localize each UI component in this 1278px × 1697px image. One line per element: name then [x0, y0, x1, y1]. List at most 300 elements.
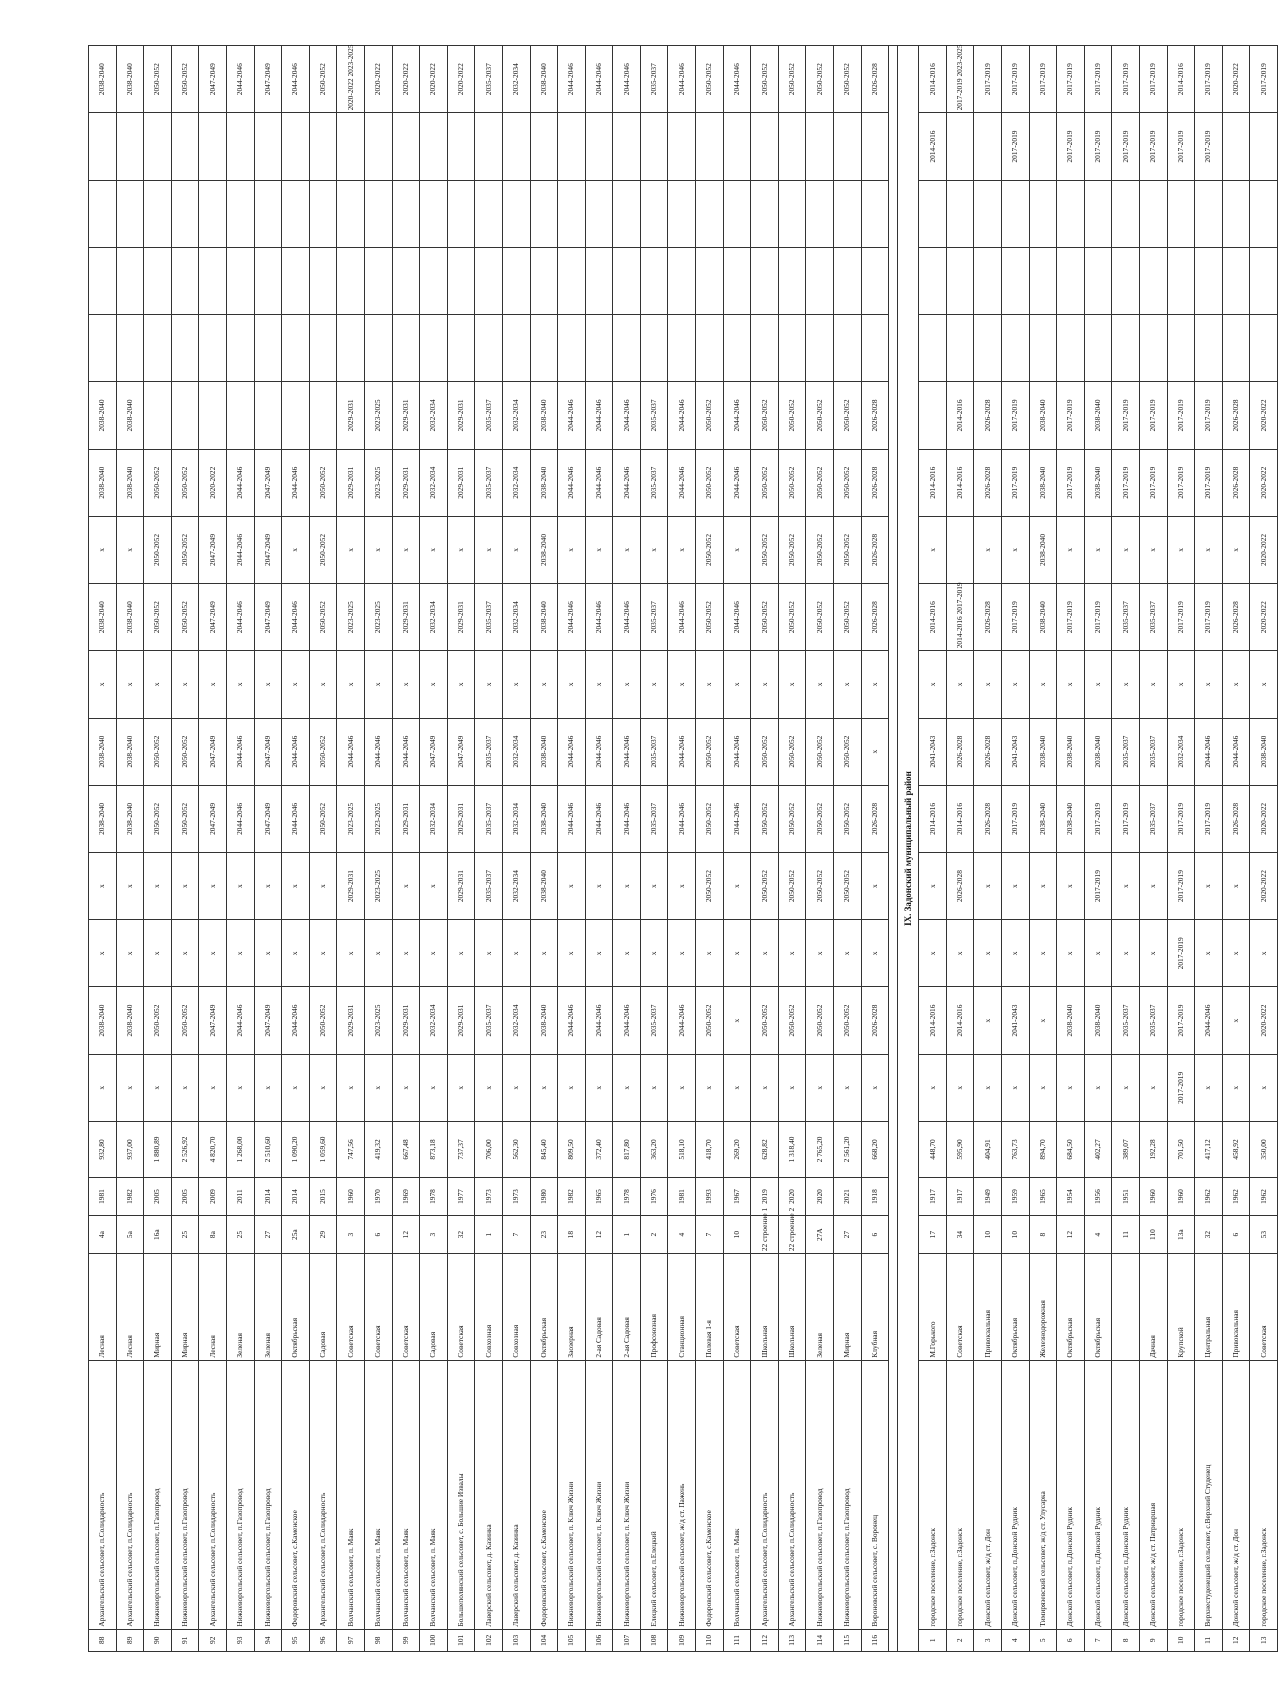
work-period-cell — [144, 113, 172, 180]
row-number: 100 — [420, 1629, 448, 1651]
work-period-cell: х — [640, 920, 668, 987]
work-period-cell: х — [1222, 1054, 1250, 1121]
work-period-cell: 2044-2046 — [613, 382, 641, 449]
work-period-cell: х — [751, 651, 779, 718]
work-period-cell — [946, 315, 974, 382]
work-period-cell: х — [1112, 1054, 1140, 1121]
table-row — [1139, 46, 1167, 1652]
row-number: 5 — [1029, 1629, 1057, 1651]
settlement-cell: Нижневоргольский сельсовет, п. Ключ Жизни — [558, 1360, 586, 1629]
work-period-cell: х — [282, 651, 310, 718]
building-number-cell: 12 — [585, 1216, 613, 1254]
work-period-cell: 2017-2019 — [1002, 46, 1030, 113]
work-period-cell — [1222, 315, 1250, 382]
area-cell: 737,37 — [447, 1121, 475, 1177]
work-period-cell: 2017-2019 — [1002, 449, 1030, 516]
building-number-cell: 25 — [226, 1216, 254, 1254]
work-period-cell: 2026-2028 — [861, 516, 889, 583]
year-built-cell: 1949 — [974, 1177, 1002, 1215]
work-period-cell — [558, 180, 586, 247]
row-number: 93 — [226, 1629, 254, 1651]
work-period-cell: 2038-2040 — [116, 718, 144, 785]
building-number-cell: 25а — [282, 1216, 310, 1254]
work-period-cell: х — [337, 651, 365, 718]
year-built-cell: 1918 — [861, 1177, 889, 1215]
work-period-cell — [337, 315, 365, 382]
work-period-cell: х — [723, 987, 751, 1054]
work-period-cell — [309, 382, 337, 449]
work-period-cell: 2026-2028 — [1222, 449, 1250, 516]
work-period-cell: 2044-2046 — [337, 718, 365, 785]
row-number: 112 — [751, 1629, 779, 1651]
work-period-cell: х — [254, 920, 282, 987]
work-period-cell: 2050-2052 — [834, 46, 862, 113]
year-built-cell: 1976 — [640, 1177, 668, 1215]
table-row — [502, 46, 530, 1652]
area-cell: 4 820,70 — [199, 1121, 227, 1177]
work-period-cell: 2044-2046 — [282, 987, 310, 1054]
work-period-cell: х — [116, 651, 144, 718]
year-built-cell: 2009 — [199, 1177, 227, 1215]
street-cell: Мирная — [144, 1254, 172, 1360]
work-period-cell: 2017-2019 — [1167, 449, 1195, 516]
year-built-cell: 1970 — [364, 1177, 392, 1215]
work-period-cell — [946, 180, 974, 247]
building-number-cell: 4 — [1084, 1216, 1112, 1254]
work-period-cell: 2029-2031 — [392, 449, 420, 516]
work-period-cell: х — [585, 1054, 613, 1121]
work-period-cell: 2050-2052 — [171, 46, 199, 113]
work-period-cell: х — [199, 651, 227, 718]
settlement-cell: Архангельский сельсовет, п.Солидарность — [751, 1360, 779, 1629]
work-period-cell: 2026-2028 — [974, 718, 1002, 785]
table-row — [475, 46, 503, 1652]
work-period-cell — [1167, 315, 1195, 382]
work-period-cell: 2032-2034 — [502, 382, 530, 449]
work-period-cell: 2017-2019 — [1002, 113, 1030, 180]
work-period-cell — [806, 180, 834, 247]
work-period-cell — [613, 180, 641, 247]
area-cell: 418,70 — [696, 1121, 724, 1177]
settlement-cell: Федоровский сельсовет, с.Каменское — [696, 1360, 724, 1629]
work-period-cell: х — [1002, 1054, 1030, 1121]
year-built-cell: 1962 — [1250, 1177, 1278, 1215]
work-period-cell — [475, 247, 503, 314]
work-period-cell — [530, 247, 558, 314]
work-period-cell: 2026-2028 — [861, 449, 889, 516]
work-period-cell — [364, 113, 392, 180]
work-period-cell: 2050-2052 — [144, 785, 172, 852]
building-number-cell: 27А — [806, 1216, 834, 1254]
work-period-cell: 2029-2031 — [447, 584, 475, 651]
settlement-cell: Нижневоргольский сельсовет, п.Газопровод — [144, 1360, 172, 1629]
settlement-cell: Нижневоргольский сельсовет, п.Газопровод — [834, 1360, 862, 1629]
work-period-cell: 2050-2052 — [778, 449, 806, 516]
area-cell: 1 318,40 — [778, 1121, 806, 1177]
work-period-cell: 2044-2046 — [282, 584, 310, 651]
work-period-cell: х — [640, 516, 668, 583]
building-number-cell: 12 — [392, 1216, 420, 1254]
settlement-cell: городское поселение, г.Задонск — [1167, 1360, 1195, 1629]
row-number: 94 — [254, 1629, 282, 1651]
table-row — [974, 46, 1002, 1652]
work-period-cell: 2050-2052 — [144, 718, 172, 785]
work-period-cell — [640, 180, 668, 247]
work-period-cell — [668, 113, 696, 180]
work-period-cell — [337, 180, 365, 247]
work-period-cell: х — [89, 853, 117, 920]
work-period-cell: 2044-2046 — [282, 449, 310, 516]
work-period-cell: х — [1167, 651, 1195, 718]
table-row — [309, 46, 337, 1652]
work-period-cell: 2017-2019 — [1167, 113, 1195, 180]
row-number: 107 — [613, 1629, 641, 1651]
building-number-cell: 8а — [199, 1216, 227, 1254]
street-cell: Октябрьская — [1002, 1254, 1030, 1360]
work-period-cell: 2038-2040 — [1057, 718, 1085, 785]
work-period-cell — [1250, 180, 1278, 247]
work-period-cell: 2044-2046 — [723, 718, 751, 785]
work-period-cell: х — [1112, 651, 1140, 718]
work-period-cell: 2050-2052 — [834, 449, 862, 516]
work-period-cell: 2017-2019 — [1195, 584, 1223, 651]
work-period-cell: 2038-2040 — [1084, 449, 1112, 516]
work-period-cell — [668, 247, 696, 314]
work-period-cell: 2029-2031 — [447, 382, 475, 449]
street-cell: 2-ая Садовая — [585, 1254, 613, 1360]
work-period-cell: х — [834, 1054, 862, 1121]
work-period-cell — [668, 180, 696, 247]
work-period-cell — [199, 382, 227, 449]
work-period-cell — [919, 382, 947, 449]
year-built-cell: 2021 — [834, 1177, 862, 1215]
rotated-content — [88, 44, 1268, 1652]
building-number-cell: 34 — [946, 1216, 974, 1254]
work-period-cell: 2038-2040 — [89, 46, 117, 113]
work-period-cell: 2044-2046 — [585, 785, 613, 852]
table-row — [282, 46, 310, 1652]
work-period-cell: 2035-2037 — [475, 785, 503, 852]
work-period-cell: 2017-2019 — [1139, 113, 1167, 180]
work-period-cell: х — [1222, 920, 1250, 987]
work-period-cell: 2047-2049 — [199, 987, 227, 1054]
work-period-cell: х — [613, 1054, 641, 1121]
work-period-cell: х — [1084, 651, 1112, 718]
street-cell: Октябрьская — [530, 1254, 558, 1360]
work-period-cell — [1139, 180, 1167, 247]
work-period-cell: х — [364, 1054, 392, 1121]
building-number-cell: 1 — [613, 1216, 641, 1254]
work-period-cell: х — [1057, 651, 1085, 718]
work-period-cell — [502, 113, 530, 180]
work-period-cell: 2035-2037 — [640, 382, 668, 449]
work-period-cell: 2050-2052 — [696, 785, 724, 852]
work-period-cell: 2050-2052 — [309, 785, 337, 852]
work-period-cell: 2038-2040 — [1029, 449, 1057, 516]
work-period-cell: 2047-2049 — [447, 718, 475, 785]
row-number: 106 — [585, 1629, 613, 1651]
work-period-cell — [723, 247, 751, 314]
work-period-cell: 2047-2049 — [420, 718, 448, 785]
row-number: 115 — [834, 1629, 862, 1651]
work-period-cell: 2023-2025 — [364, 584, 392, 651]
work-period-cell: х — [337, 516, 365, 583]
row-number: 10 — [1167, 1629, 1195, 1651]
table-row — [171, 46, 199, 1652]
work-period-cell: х — [1139, 1054, 1167, 1121]
row-number: 4 — [1002, 1629, 1030, 1651]
settlement-cell: Нижневоргольский сельсовет, п.Газопровод — [806, 1360, 834, 1629]
work-period-cell: х — [282, 853, 310, 920]
work-period-cell — [392, 315, 420, 382]
street-cell: Мирная — [834, 1254, 862, 1360]
building-number-cell: 53 — [1250, 1216, 1278, 1254]
work-period-cell — [861, 315, 889, 382]
work-period-cell — [475, 315, 503, 382]
work-period-cell: 2038-2040 — [116, 785, 144, 852]
work-period-cell — [364, 315, 392, 382]
work-period-cell: 2050-2052 — [171, 449, 199, 516]
work-period-cell: х — [861, 718, 889, 785]
work-period-cell: 2050-2052 — [751, 718, 779, 785]
area-cell: 809,50 — [558, 1121, 586, 1177]
settlement-cell: Архангельский сельсовет, п.Солидарность — [309, 1360, 337, 1629]
row-number: 108 — [640, 1629, 668, 1651]
settlement-cell: Волчанский сельсовет, п. Маяк — [337, 1360, 365, 1629]
building-number-cell: 32 — [447, 1216, 475, 1254]
building-number-cell: 12 — [1057, 1216, 1085, 1254]
settlement-cell: Архангельский сельсовет, п.Солидарность — [199, 1360, 227, 1629]
work-period-cell: х — [337, 920, 365, 987]
work-period-cell: 2050-2052 — [806, 382, 834, 449]
work-period-cell: х — [171, 920, 199, 987]
work-period-cell: х — [1002, 516, 1030, 583]
work-period-cell: х — [974, 516, 1002, 583]
work-period-cell: 2047-2049 — [199, 516, 227, 583]
table-row — [420, 46, 448, 1652]
work-period-cell: 2044-2046 — [226, 584, 254, 651]
work-period-cell: 2017-2019 — [1057, 449, 1085, 516]
work-period-cell: х — [364, 516, 392, 583]
work-period-cell: х — [144, 853, 172, 920]
work-period-cell: 2032-2034 — [420, 785, 448, 852]
table-row — [558, 46, 586, 1652]
work-period-cell — [1057, 247, 1085, 314]
work-period-cell: х — [171, 853, 199, 920]
work-period-cell: 2020-2022 — [1250, 853, 1278, 920]
work-period-cell: 2026-2028 — [974, 584, 1002, 651]
work-period-cell: х — [447, 1054, 475, 1121]
table-row — [447, 46, 475, 1652]
work-period-cell: 2050-2052 — [834, 718, 862, 785]
work-period-cell: 2014-2016 — [946, 382, 974, 449]
work-period-cell: 2044-2046 — [668, 584, 696, 651]
work-period-cell — [613, 247, 641, 314]
work-period-cell — [778, 247, 806, 314]
work-period-cell: 2050-2052 — [751, 584, 779, 651]
work-period-cell: х — [1139, 920, 1167, 987]
work-period-cell: 2050-2052 — [696, 584, 724, 651]
work-period-cell — [1222, 247, 1250, 314]
work-period-cell: 2026-2028 — [1222, 584, 1250, 651]
year-built-cell: 1981 — [668, 1177, 696, 1215]
work-period-cell: х — [723, 853, 751, 920]
work-period-cell: х — [144, 651, 172, 718]
row-number: 89 — [116, 1629, 144, 1651]
work-period-cell — [447, 180, 475, 247]
area-cell: 518,10 — [668, 1121, 696, 1177]
building-number-cell: 6 — [364, 1216, 392, 1254]
area-cell: 817,80 — [613, 1121, 641, 1177]
street-cell: Советская — [447, 1254, 475, 1360]
work-period-cell: 2029-2031 — [337, 382, 365, 449]
street-cell: Советская — [337, 1254, 365, 1360]
work-period-cell: 2050-2052 — [171, 718, 199, 785]
work-period-cell: х — [1002, 651, 1030, 718]
work-period-cell: 2044-2046 — [558, 987, 586, 1054]
work-period-cell — [475, 113, 503, 180]
row-number: 88 — [89, 1629, 117, 1651]
work-period-cell: х — [1250, 651, 1278, 718]
work-period-cell — [751, 315, 779, 382]
work-period-cell: 2050-2052 — [778, 584, 806, 651]
work-period-cell — [806, 113, 834, 180]
work-period-cell: 2044-2046 — [585, 987, 613, 1054]
work-period-cell: х — [668, 853, 696, 920]
table-row — [778, 46, 806, 1652]
work-period-cell: 2017-2019 — [1167, 1054, 1195, 1121]
work-period-cell — [751, 113, 779, 180]
settlement-cell: Донской сельсовет, п.Донской Рудник — [1084, 1360, 1112, 1629]
work-period-cell: 2017-2019 — [1167, 382, 1195, 449]
work-period-cell: х — [89, 516, 117, 583]
work-period-cell: х — [392, 516, 420, 583]
building-number-cell: 32 — [1195, 1216, 1223, 1254]
area-cell: 2 765,20 — [806, 1121, 834, 1177]
area-cell: 668,20 — [861, 1121, 889, 1177]
work-period-cell: 2038-2040 — [89, 785, 117, 852]
work-period-cell: х — [1084, 516, 1112, 583]
work-period-cell: 2047-2049 — [199, 785, 227, 852]
work-period-cell — [585, 247, 613, 314]
work-period-cell: 2050-2052 — [751, 382, 779, 449]
area-cell: 763,73 — [1002, 1121, 1030, 1177]
work-period-cell: 2017-2019 — [974, 46, 1002, 113]
work-period-cell: 2044-2046 — [282, 718, 310, 785]
street-cell: Советская — [723, 1254, 751, 1360]
work-period-cell — [1167, 180, 1195, 247]
work-period-cell: 2020-2022 — [199, 449, 227, 516]
work-period-cell — [420, 180, 448, 247]
work-period-cell: 2050-2052 — [144, 516, 172, 583]
work-period-cell: 2035-2037 — [640, 987, 668, 1054]
work-period-cell: х — [282, 516, 310, 583]
area-cell: 389,07 — [1112, 1121, 1140, 1177]
work-period-cell: 2038-2040 — [89, 987, 117, 1054]
work-period-cell — [696, 315, 724, 382]
work-period-cell: 2050-2052 — [806, 987, 834, 1054]
work-period-cell — [558, 113, 586, 180]
year-built-cell: 1982 — [116, 1177, 144, 1215]
work-period-cell: 2047-2049 — [199, 584, 227, 651]
work-period-cell: х — [364, 651, 392, 718]
work-period-cell: 2038-2040 — [89, 449, 117, 516]
work-period-cell: х — [530, 651, 558, 718]
area-cell: 350,00 — [1250, 1121, 1278, 1177]
work-period-cell: 2044-2046 — [226, 46, 254, 113]
work-period-cell: х — [1057, 516, 1085, 583]
street-cell: Зеленая — [226, 1254, 254, 1360]
work-period-cell — [226, 382, 254, 449]
work-period-cell: 2029-2031 — [337, 853, 365, 920]
settlement-cell: Донской сельсовет, п.Донской Рудник — [1002, 1360, 1030, 1629]
work-period-cell — [226, 113, 254, 180]
work-period-cell — [861, 113, 889, 180]
work-period-cell — [144, 382, 172, 449]
row-number: 97 — [337, 1629, 365, 1651]
work-period-cell — [1139, 247, 1167, 314]
work-period-cell: х — [199, 853, 227, 920]
work-period-cell: 2017-2019 — [1084, 46, 1112, 113]
work-period-cell — [723, 315, 751, 382]
work-period-cell: 2044-2046 — [723, 382, 751, 449]
work-period-cell — [199, 113, 227, 180]
work-period-cell: 2017-2019 — [1139, 46, 1167, 113]
work-period-cell — [282, 382, 310, 449]
year-built-cell: 1977 — [447, 1177, 475, 1215]
work-period-cell: 2023-2025 — [364, 853, 392, 920]
work-period-cell: х — [696, 1054, 724, 1121]
work-period-cell: 2017-2019 — [1057, 113, 1085, 180]
work-period-cell — [696, 180, 724, 247]
table-row — [392, 46, 420, 1652]
work-period-cell: 2038-2040 — [1057, 987, 1085, 1054]
work-period-cell: 2035-2037 — [475, 46, 503, 113]
year-built-cell: 1962 — [1222, 1177, 1250, 1215]
work-period-cell — [1084, 247, 1112, 314]
work-period-cell: 2038-2040 — [1029, 785, 1057, 852]
work-period-cell: 2044-2046 — [558, 584, 586, 651]
work-period-cell — [613, 113, 641, 180]
work-period-cell — [309, 180, 337, 247]
work-period-cell: х — [1029, 987, 1057, 1054]
work-period-cell — [974, 113, 1002, 180]
street-cell: Школьная — [751, 1254, 779, 1360]
work-period-cell: 2050-2052 — [696, 987, 724, 1054]
work-period-cell: х — [861, 920, 889, 987]
street-cell: Советская — [392, 1254, 420, 1360]
table-row — [1112, 46, 1140, 1652]
work-period-cell: 2044-2046 — [613, 785, 641, 852]
work-period-cell: 2050-2052 — [171, 987, 199, 1054]
work-period-cell — [171, 382, 199, 449]
work-period-cell — [946, 247, 974, 314]
work-period-cell: 2050-2052 — [778, 516, 806, 583]
table-row — [1250, 46, 1278, 1652]
work-period-cell: х — [778, 1054, 806, 1121]
work-period-cell — [116, 247, 144, 314]
work-period-cell — [1084, 315, 1112, 382]
street-cell: Садовая — [420, 1254, 448, 1360]
work-period-cell: х — [392, 651, 420, 718]
area-cell: 684,50 — [1057, 1121, 1085, 1177]
work-period-cell — [974, 315, 1002, 382]
street-cell: Привокзальная — [974, 1254, 1002, 1360]
work-period-cell — [475, 180, 503, 247]
street-cell: Зеленая — [806, 1254, 834, 1360]
work-period-cell: 2050-2052 — [751, 853, 779, 920]
work-period-cell: 2032-2034 — [502, 718, 530, 785]
